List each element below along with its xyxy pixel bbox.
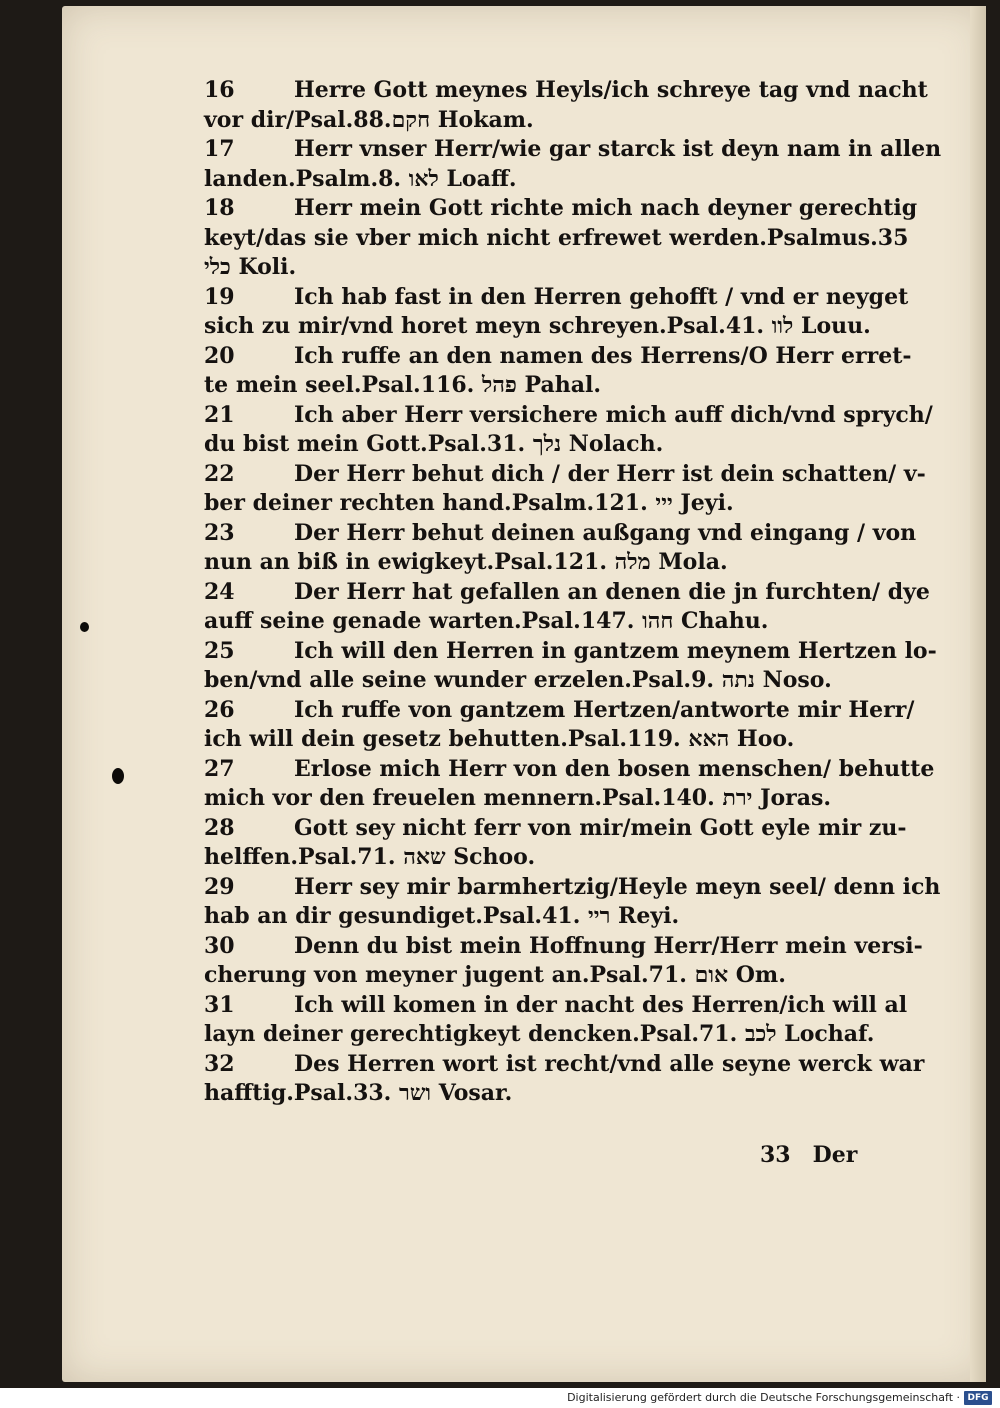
catchword-text: Der (812, 1142, 858, 1168)
verse-line (204, 961, 870, 991)
verse-number: 21 (204, 401, 235, 428)
verse-text: Erlose mich Herr von den bosen menschen/ behutte (294, 755, 935, 782)
verse-number: 20 (204, 342, 235, 369)
verse-line (204, 932, 923, 962)
verse-line (204, 401, 933, 431)
verse-line (204, 666, 870, 696)
verse-number: 31 (204, 991, 235, 1018)
verse-text: cherung von meyner jugent an.Psal.71. אום Om. (204, 962, 786, 988)
catchword (760, 1142, 857, 1168)
verse-18 (204, 194, 918, 283)
verse-26 (204, 696, 915, 755)
verse-27 (204, 755, 935, 814)
verse-text: du bist mein Gott.Psal.31. נלך Nolach. (204, 431, 664, 457)
verse-28 (204, 814, 907, 873)
verse-text: Herre Gott meynes Heyls/ich schreye tag vnd nacht (294, 77, 928, 103)
verse-number: 30 (204, 932, 235, 959)
verse-text: mich vor den freuelen mennern.Psal.140. ירת Joras. (204, 785, 832, 811)
verse-text: Ich hab fast in den Herren gehofft / vnd er neyget (294, 283, 909, 310)
verse-text: Herr mein Gott richte mich nach deyner gerechtig (294, 195, 918, 221)
verse-number: 18 (204, 195, 235, 221)
verse-line (204, 489, 870, 519)
verse-text: כלי Koli. (204, 254, 297, 280)
verse-line (204, 548, 870, 578)
verse-line (204, 430, 870, 460)
verse-line (204, 1020, 875, 1050)
verse-line (204, 725, 870, 755)
verse-number: 19 (204, 283, 235, 310)
verse-text: Gott sey nicht ferr von mir/mein Gott eyle mir zu- (294, 814, 907, 841)
verse-19 (204, 283, 909, 342)
verse-31 (204, 991, 908, 1050)
footer-credit: Digitalisierung gefördert durch die Deutsche Forschungsgemeinschaft · (567, 1391, 960, 1404)
verse-line (204, 784, 870, 814)
verse-text: auff seine genade warten.Psal.147. חהו Chahu. (204, 608, 769, 634)
verse-line (204, 76, 928, 106)
verse-line (204, 135, 942, 165)
verse-30 (204, 932, 923, 991)
verse-number: 27 (204, 755, 235, 782)
verse-line (204, 814, 907, 844)
verse-25 (204, 637, 937, 696)
verse-text: Der Herr hat gefallen an denen die jn furchten/ dye (294, 578, 930, 605)
verse-text: hafftig.Psal.33. ושר Vosar. (204, 1080, 513, 1106)
verse-line (204, 224, 909, 254)
verse-22 (204, 460, 926, 519)
catchword-number: 33 (760, 1142, 791, 1168)
margin-mark-dot (112, 768, 124, 784)
verse-32 (204, 1050, 925, 1109)
verse-line (204, 607, 870, 637)
verse-line (204, 106, 870, 136)
verse-line (204, 194, 918, 224)
verse-line (204, 1079, 870, 1109)
verse-text: Ich will komen in der nacht des Herren/ich will al (294, 991, 908, 1018)
verse-text: Herr sey mir barmhertzig/Heyle meyn seel/ denn ich (294, 873, 941, 900)
verse-line (204, 1050, 925, 1080)
verse-line (204, 843, 870, 873)
verse-text: keyt/das sie vber mich nicht erfrewet werden.Psalmus.35 (204, 224, 909, 251)
verse-text: ich will dein gesetz behutten.Psal.119. האא Hoo. (204, 726, 795, 752)
verse-line (204, 902, 870, 932)
verse-16 (204, 76, 928, 135)
verse-line (204, 342, 912, 372)
verse-21 (204, 401, 933, 460)
verse-number: 16 (204, 77, 235, 103)
verse-text: ber deiner rechten hand.Psalm.121. ייי Jeyi. (204, 490, 734, 516)
verse-text: vor dir/Psal.88.חקם Hokam. (204, 106, 534, 133)
verse-text: nun an biß in ewigkeyt.Psal.121. מלה Mola. (204, 549, 728, 575)
verse-23 (204, 519, 917, 578)
verse-text: sich zu mir/vnd horet meyn schreyen.Psal.41. לוו Louu. (204, 313, 871, 339)
verse-line (204, 637, 937, 667)
verse-number: 26 (204, 696, 235, 723)
verse-text: Des Herren wort ist recht/vnd alle seyne werck war (294, 1050, 925, 1077)
verse-line (204, 519, 917, 549)
verse-number: 32 (204, 1050, 235, 1077)
verse-number: 29 (204, 873, 235, 900)
verse-text: te mein seel.Psal.116. פהל Pahal. (204, 372, 602, 398)
verse-17 (204, 135, 942, 194)
margin-mark-dot (80, 622, 89, 632)
verse-line (204, 460, 926, 490)
verse-line (204, 696, 915, 726)
verse-text: Der Herr behut dich / der Herr ist dein schatten/ v- (294, 460, 926, 487)
verse-line (204, 165, 870, 195)
verse-line (204, 991, 908, 1021)
verse-number: 22 (204, 460, 235, 487)
verse-text: layn deiner gerechtigkeyt dencken.Psal.71. לכב Lochaf. (204, 1021, 875, 1047)
verse-text: Ich ruffe von gantzem Hertzen/antworte mir Herr/ (294, 696, 915, 723)
verse-text: Der Herr behut deinen außgang vnd eingang / von (294, 519, 917, 546)
verse-line (204, 371, 870, 401)
verse-line (204, 873, 941, 903)
verse-number: 24 (204, 578, 235, 605)
verse-line (204, 312, 870, 342)
verse-text: landen.Psalm.8. לאו Loaff. (204, 165, 517, 192)
verse-number: 28 (204, 814, 235, 841)
verse-text: ben/vnd alle seine wunder erzelen.Psal.9. נתה Noso. (204, 667, 832, 693)
verse-line (204, 283, 909, 313)
page-edge (970, 6, 986, 1382)
verse-line (204, 253, 870, 283)
verse-24 (204, 578, 930, 637)
verse-text: helffen.Psal.71. שאה Schoo. (204, 844, 536, 870)
verse-text: Herr vnser Herr/wie gar starck ist deyn nam in allen (294, 136, 942, 162)
verse-text: Ich will den Herren in gantzem meynem Hertzen lo- (294, 637, 937, 664)
verse-number: 25 (204, 637, 235, 664)
verse-text: hab an dir gesundiget.Psal.41. ריי Reyi. (204, 903, 680, 929)
footer-bar (0, 1388, 1000, 1408)
verse-text: Denn du bist mein Hoffnung Herr/Herr mein versi- (294, 932, 923, 959)
verse-20 (204, 342, 912, 401)
verse-text: Ich aber Herr versichere mich auff dich/vnd sprych/ (294, 401, 933, 428)
verse-list (204, 76, 942, 1109)
verse-number: 17 (204, 136, 235, 162)
verse-line (204, 755, 935, 785)
verse-29 (204, 873, 941, 932)
verse-text: Ich ruffe an den namen des Herrens/O Herr erret- (294, 342, 912, 369)
verse-number: 23 (204, 519, 235, 546)
verse-line (204, 578, 930, 608)
dfg-logo: DFG (964, 1391, 992, 1405)
